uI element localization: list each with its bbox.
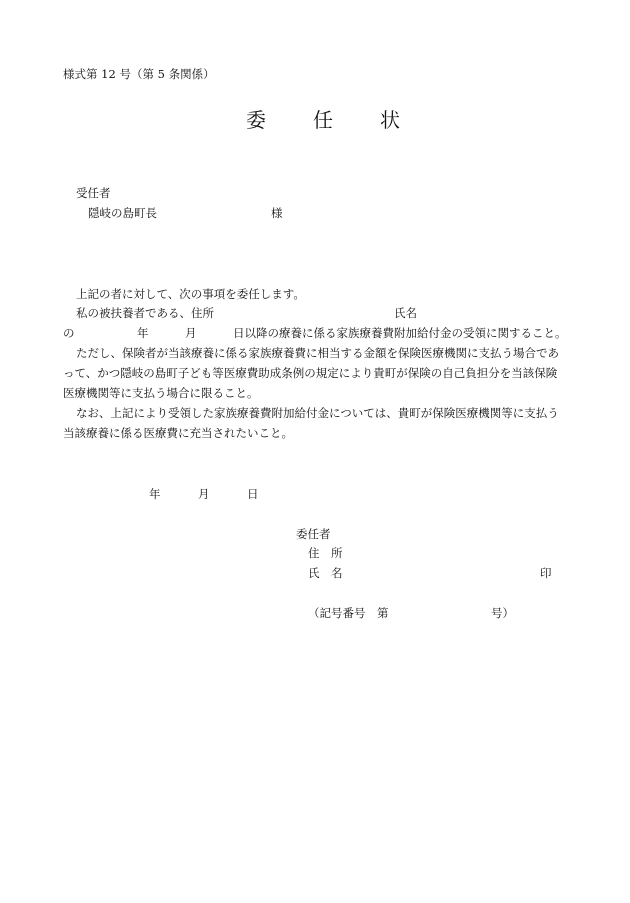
seal-mark: 印	[540, 566, 552, 580]
body-line5: 医療機関等に支払う場合に限ること。	[63, 386, 259, 400]
symbol-number-close: 号）	[491, 606, 514, 620]
delegator-label: 委任者	[296, 527, 331, 541]
date-year: 年	[149, 487, 161, 501]
delegator-name-label: 氏 名	[308, 566, 343, 580]
body-line1-prefix: 私の被扶養者である、住所	[76, 306, 214, 320]
date-day: 日	[247, 487, 259, 501]
body-intro: 上記の者に対して、次の事項を委任します。	[76, 287, 305, 301]
date-month: 月	[198, 487, 210, 501]
body-line3: ただし、保険者が当該療養に係る家族療養費に相当する金額を保険医療機関に支払う場合であ	[76, 346, 559, 360]
body-line2-no: の	[63, 326, 75, 340]
recipient-honorific: 様	[271, 206, 283, 220]
title-char-3: 状	[380, 108, 400, 132]
title-char-2: 任	[313, 108, 333, 132]
title-char-1: 委	[246, 108, 266, 132]
delegator-address-label: 住 所	[308, 546, 343, 560]
body-line6: なお、上記により受領した家族療養費附加給付金については、貴町が保険医療機関等に支払う	[76, 406, 559, 420]
document-title	[0, 108, 630, 141]
recipient-label: 受任者	[76, 186, 111, 200]
body-line2-month: 月	[185, 326, 197, 340]
body-line7: 当該療養に係る医療費に充当されたいこと。	[63, 426, 293, 440]
symbol-number-open: （記号番号 第	[308, 606, 389, 620]
form-number: 様式第 12 号（第 5 条関係）	[63, 67, 215, 81]
body-line1-name-label: 氏名	[394, 306, 417, 320]
recipient-name: 隠岐の島町長	[88, 206, 157, 220]
body-line4: って、かつ隠岐の島町子ども等医療費助成条例の規定により貴町が保険の自己負担分を当該保険	[63, 366, 558, 380]
body-line2-rest: 日以降の療養に係る家族療養費附加給付金の受領に関すること。	[233, 326, 567, 340]
body-line2-year: 年	[137, 326, 149, 340]
